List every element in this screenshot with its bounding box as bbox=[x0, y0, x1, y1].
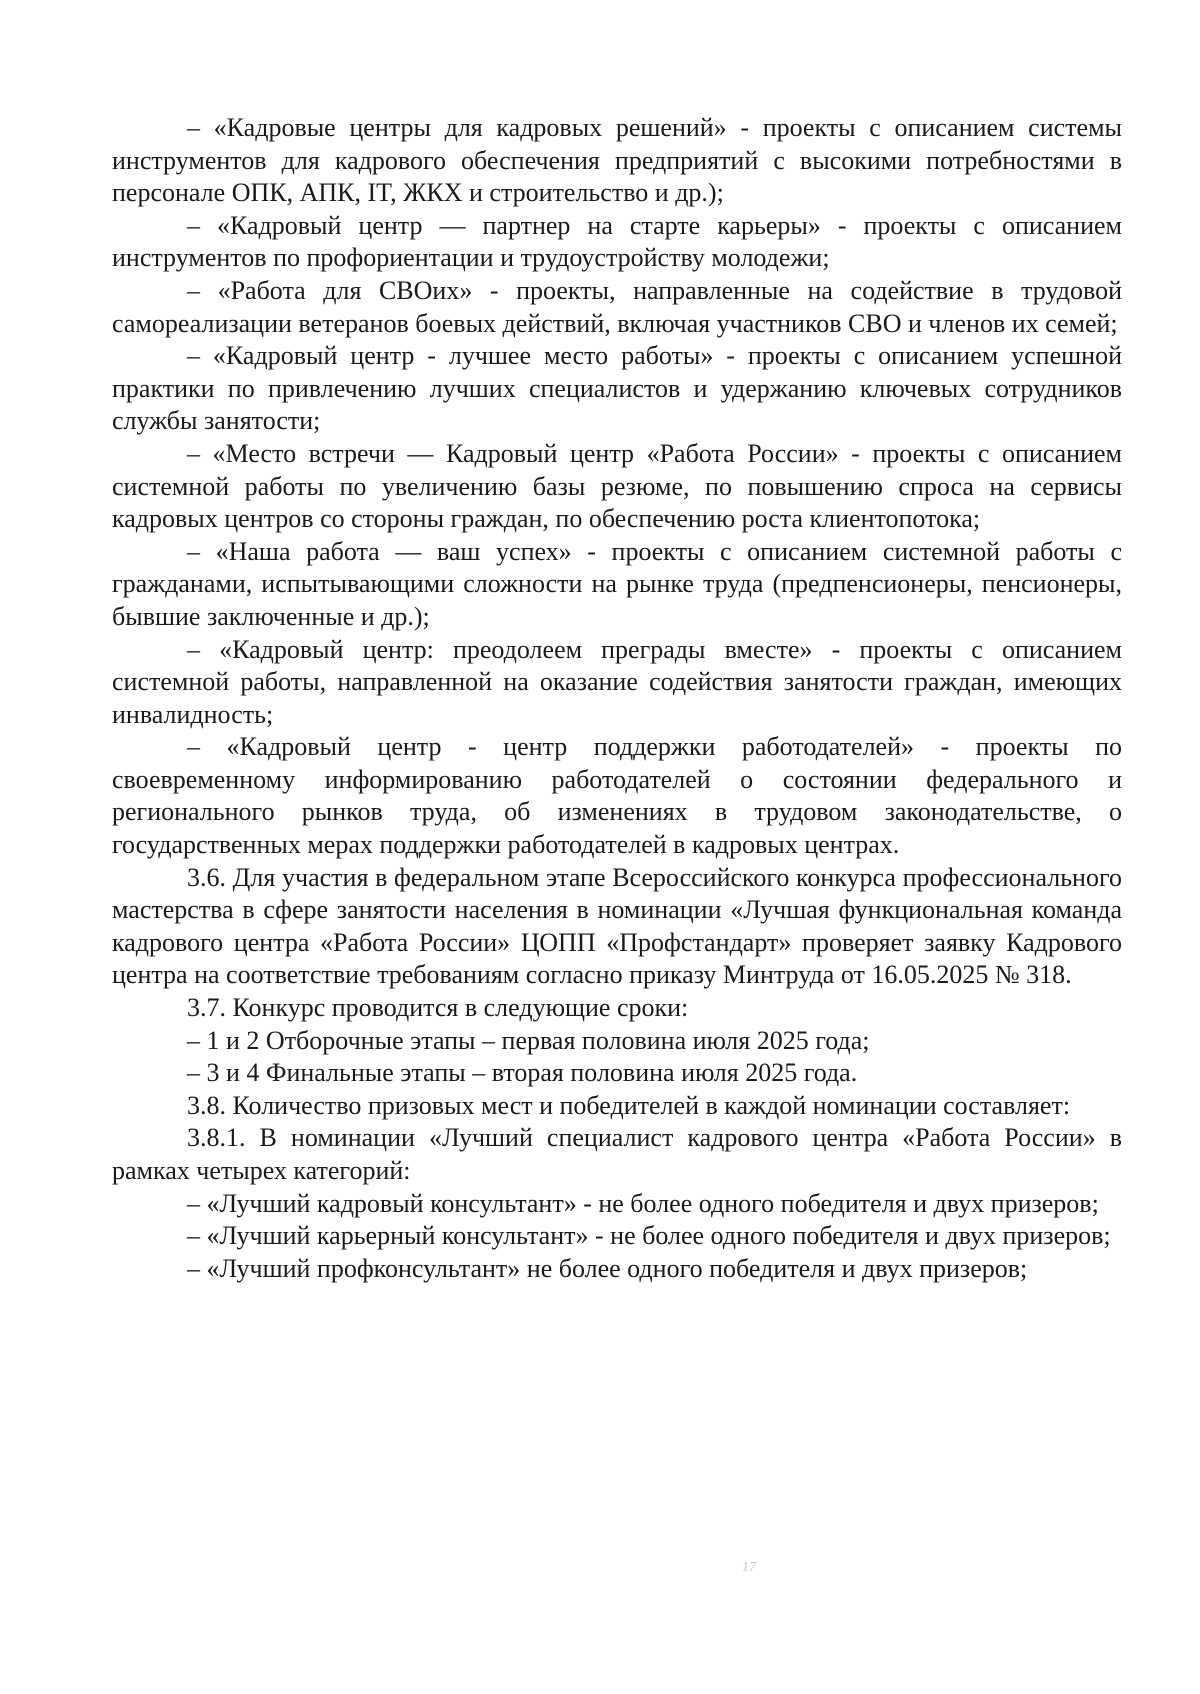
paragraph-nomination-best-workplace: – «Кадровый центр - лучшее место работы» - проекты с описанием успешной практики по привлечению лучших специалистов и удержанию ключевых сотрудников службы занятости; bbox=[112, 341, 1122, 436]
paragraph-nomination-hr-solutions: – «Кадровые центры для кадровых решений» - проекты с описанием системы инструментов для кадрового обеспечения предприятий с высокими потребностями в персонале ОПК, АПК, IT, ЖКХ и строительство и др.); bbox=[112, 113, 1122, 208]
paragraph-section-3-8-1: 3.8.1. В номинации «Лучший специалист кадрового центра «Работа России» в рамках четырех категорий: bbox=[112, 1123, 1122, 1185]
paragraph-section-3-6: 3.6. Для участия в федеральном этапе Всероссийского конкурса профессионального мастерства в сфере занятости населения в номинации «Лучшая функциональная команда кадрового центра «Работа России» ЦОПП «Профстандарт» проверяет заявку Кадрового центра на соответствие требованиям согласно приказу Минтруда от 16.05.2025 № 318. bbox=[112, 862, 1122, 990]
paragraph-section-3-7: 3.7. Конкурс проводится в следующие сроки: bbox=[187, 993, 689, 1023]
document-body bbox=[112, 112, 1122, 1285]
paragraph-stages-1-2: – 1 и 2 Отборочные этапы – первая половина июля 2025 года; bbox=[187, 1025, 870, 1055]
paragraph-nomination-employer-support: – «Кадровый центр - центр поддержки работодателей» - проекты по своевременному информированию работодателей о состоянии федерального и регионального рынков труда, об изменениях в трудовом законодательстве, о государственных мерах поддержки работодателей в кадровых центрах. bbox=[112, 732, 1122, 860]
paragraph-stages-3-4: – 3 и 4 Финальные этапы – вторая половина июля 2025 года. bbox=[187, 1058, 858, 1088]
paragraph-nomination-svo: – «Работа для СВОих» - проекты, направленные на содействие в трудовой самореализации ветеранов боевых действий, включая участников СВО и членов их семей; bbox=[112, 275, 1122, 338]
paragraph-nomination-career-start: – «Кадровый центр — партнер на старте карьеры» - проекты с описанием инструментов по профориентации и трудоустройству молодежи; bbox=[112, 210, 1122, 273]
paragraph-section-3-8: 3.8. Количество призовых мест и победителей в каждой номинации составляет: bbox=[187, 1090, 1071, 1120]
paragraph-nomination-overcome-barriers: – «Кадровый центр: преодолеем преграды вместе» - проекты с описанием системной работы, направленной на оказание содействия занятости граждан, имеющих инвалидность; bbox=[112, 634, 1122, 729]
paragraph-best-prof-consultant: – «Лучший профконсультант» не более одного победителя и двух призеров; bbox=[187, 1253, 1028, 1283]
paragraph-nomination-our-work: – «Наша работа — ваш успех» - проекты с описанием системной работы с гражданами, испытывающими сложности на рынке труда (предпенсионеры, пенсионеры, бывшие заключенные и др.); bbox=[112, 536, 1122, 631]
paragraph-best-hr-consultant: – «Лучший кадровый консультант» - не более одного победителя и двух призеров; bbox=[187, 1188, 1099, 1218]
paragraph-nomination-meeting-place: – «Место встречи — Кадровый центр «Работа России» - проекты с описанием системной работы по увеличению базы резюме, по повышению спроса на сервисы кадровых центров со стороны граждан, по обеспечению роста клиентопотока; bbox=[112, 438, 1122, 534]
page-number-mark: 17 bbox=[742, 1560, 756, 1575]
paragraph-best-career-consultant: – «Лучший карьерный консультант» - не более одного победителя и двух призеров; bbox=[187, 1221, 1111, 1251]
